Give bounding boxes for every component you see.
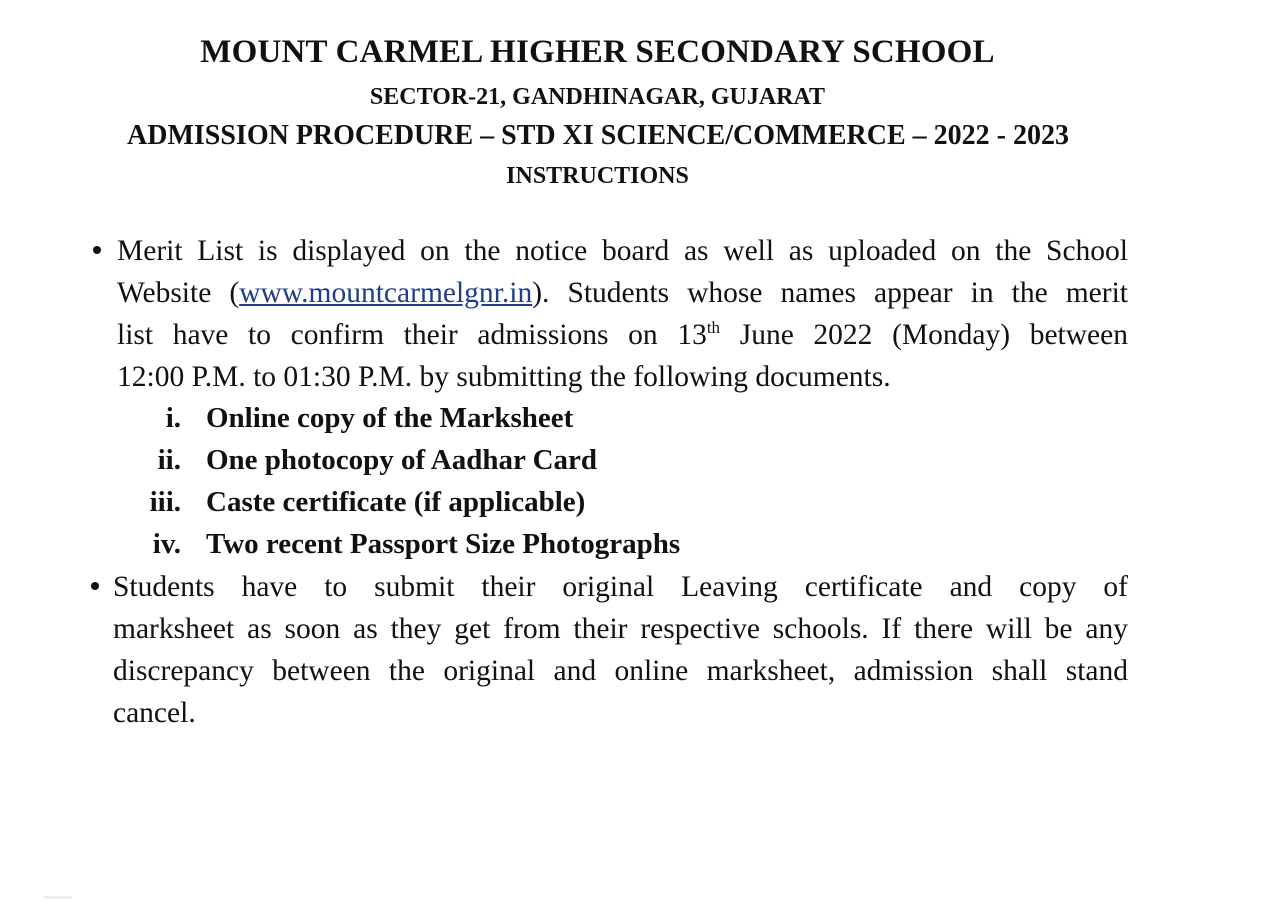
list-item-text: One photocopy of Aadhar Card [206,444,598,476]
bullet-1-line-2 [117,272,1128,314]
list-item-number: iv. [152,528,181,560]
bullet-1-line-2-pre: Website ( [117,277,240,309]
bullet-2-line-1: Students have to submit their original Leaving certificate and copy of [113,571,1128,603]
procedure-title: ADMISSION PROCEDURE – STD XI SCIENCE/COMMERCE – 2022 - 2023 [127,120,1069,151]
bullet-1-line-3 [117,314,1128,356]
bullet-1-line-4: 12:00 P.M. to 01:30 P.M. by submitting the following documents. [117,361,891,393]
bullet-1-line-1: Merit List is displayed on the notice board as well as uploaded on the School [117,235,1128,267]
bullet-1-dot-icon [93,246,101,254]
bullet-2-line-2: marksheet as soon as they get from their respective schools. If there will be any [113,613,1128,645]
list-item-number: i. [165,402,181,434]
scan-artifact [44,896,72,899]
school-website-link[interactable]: www.mountcarmelgnr.in [239,277,533,309]
bullet-2-line-4: cancel. [113,697,196,729]
bullet-2-dot-icon [91,582,99,590]
bullet-1-line-2-post: ). Students whose names appear in the merit [532,277,1128,309]
bullet-2-paragraph [113,566,1128,734]
bullet-1-line-3-post: June 2022 (Monday) between [720,319,1128,351]
school-address: SECTOR-21, GANDHINAGAR, GUJARAT [369,84,826,110]
school-name: MOUNT CARMEL HIGHER SECONDARY SCHOOL [200,34,995,70]
bullet-2-line-3: discrepancy between the original and online marksheet, admission shall stand [113,655,1128,687]
instructions-heading: INSTRUCTIONS [506,163,689,189]
bullet-1-line-3-pre: list have to confirm their admissions on 13 [117,319,707,351]
list-item-text: Caste certificate (if applicable) [206,486,586,518]
bullet-1-paragraph [117,230,1128,398]
list-item-text: Two recent Passport Size Photographs [206,528,681,560]
list-item-number: ii. [157,444,181,476]
list-item-number: iii. [149,486,181,518]
list-item-text: Online copy of the Marksheet [206,402,574,434]
date-ordinal-suffix: th [706,318,721,338]
